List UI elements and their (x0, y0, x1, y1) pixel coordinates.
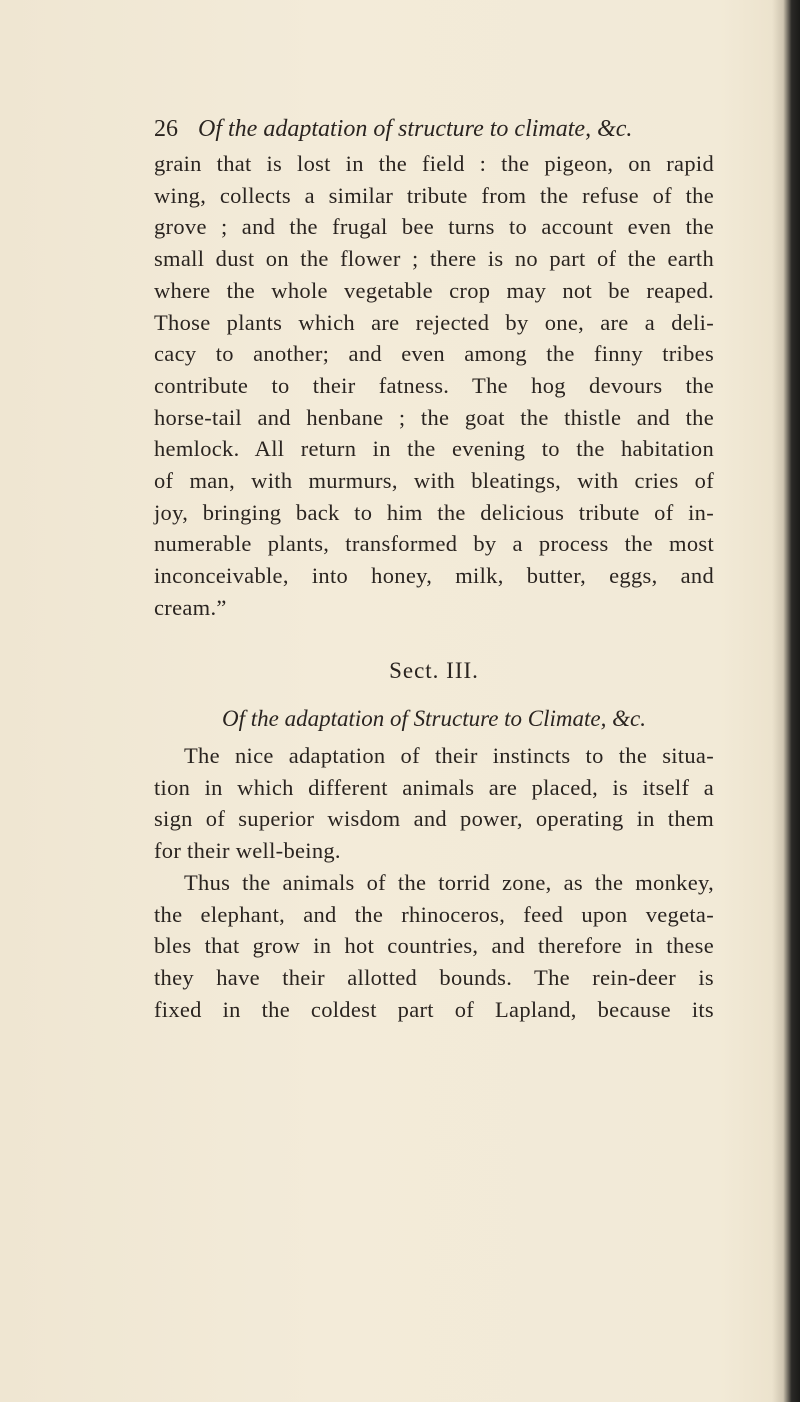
text-line: the elephant, and the rhinoceros, feed upon vegeta- (154, 901, 714, 927)
running-title: Of the adaptation of structure to climate, &c. (198, 116, 633, 142)
text-line: for their well-being. (154, 838, 341, 864)
text-line: Thus the animals of the torrid zone, as the monkey, (184, 869, 714, 895)
section-title: Of the adaptation of Structure to Climate, &c. (222, 706, 646, 731)
text-line: inconceivable, into honey, milk, butter, eggs, and (154, 563, 714, 589)
text-line: wing, collects a similar tribute from the refuse of the (154, 182, 714, 208)
text-line: fixed in the coldest part of Lapland, because its (154, 996, 714, 1022)
text-line: horse-tail and henbane ; the goat the thistle and the (154, 404, 714, 430)
text-line: small dust on the flower ; there is no part of the earth (154, 246, 714, 272)
paragraph-continuation (154, 148, 714, 624)
text-line: hemlock. All return in the evening to the habitation (154, 436, 714, 462)
text-line: numerable plants, transformed by a process the most (154, 531, 714, 557)
page-binding-edge (772, 0, 800, 1402)
section-body (154, 740, 714, 1025)
text-line: of man, with murmurs, with bleatings, with cries of (154, 468, 714, 494)
text-line: joy, bringing back to him the delicious tribute of in- (154, 499, 714, 525)
text-line: grove ; and the frugal bee turns to account even the (154, 214, 714, 240)
text-line: where the whole vegetable crop may not be reaped. (154, 277, 714, 303)
section-heading: Sect. III. (389, 658, 479, 683)
text-line: grain that is lost in the field : the pigeon, on rapid (154, 151, 714, 176)
text-line: contribute to their fatness. The hog devours the (154, 372, 714, 398)
text-line: sign of superior wisdom and power, operating in them (154, 806, 714, 832)
text-line: Those plants which are rejected by one, are a deli- (154, 309, 714, 335)
page-header (154, 116, 714, 143)
text-line: tion in which different animals are placed, is itself a (154, 774, 714, 800)
page-number: 26 (154, 116, 178, 142)
text-line: bles that grow in hot countries, and therefore in these (154, 933, 714, 959)
text-line: The nice adaptation of their instincts to the situa- (184, 743, 714, 768)
text-line: cream.” (154, 594, 227, 620)
text-line: cacy to another; and even among the finny tribes (154, 341, 714, 367)
text-line: they have their allotted bounds. The rein-deer is (154, 964, 714, 990)
